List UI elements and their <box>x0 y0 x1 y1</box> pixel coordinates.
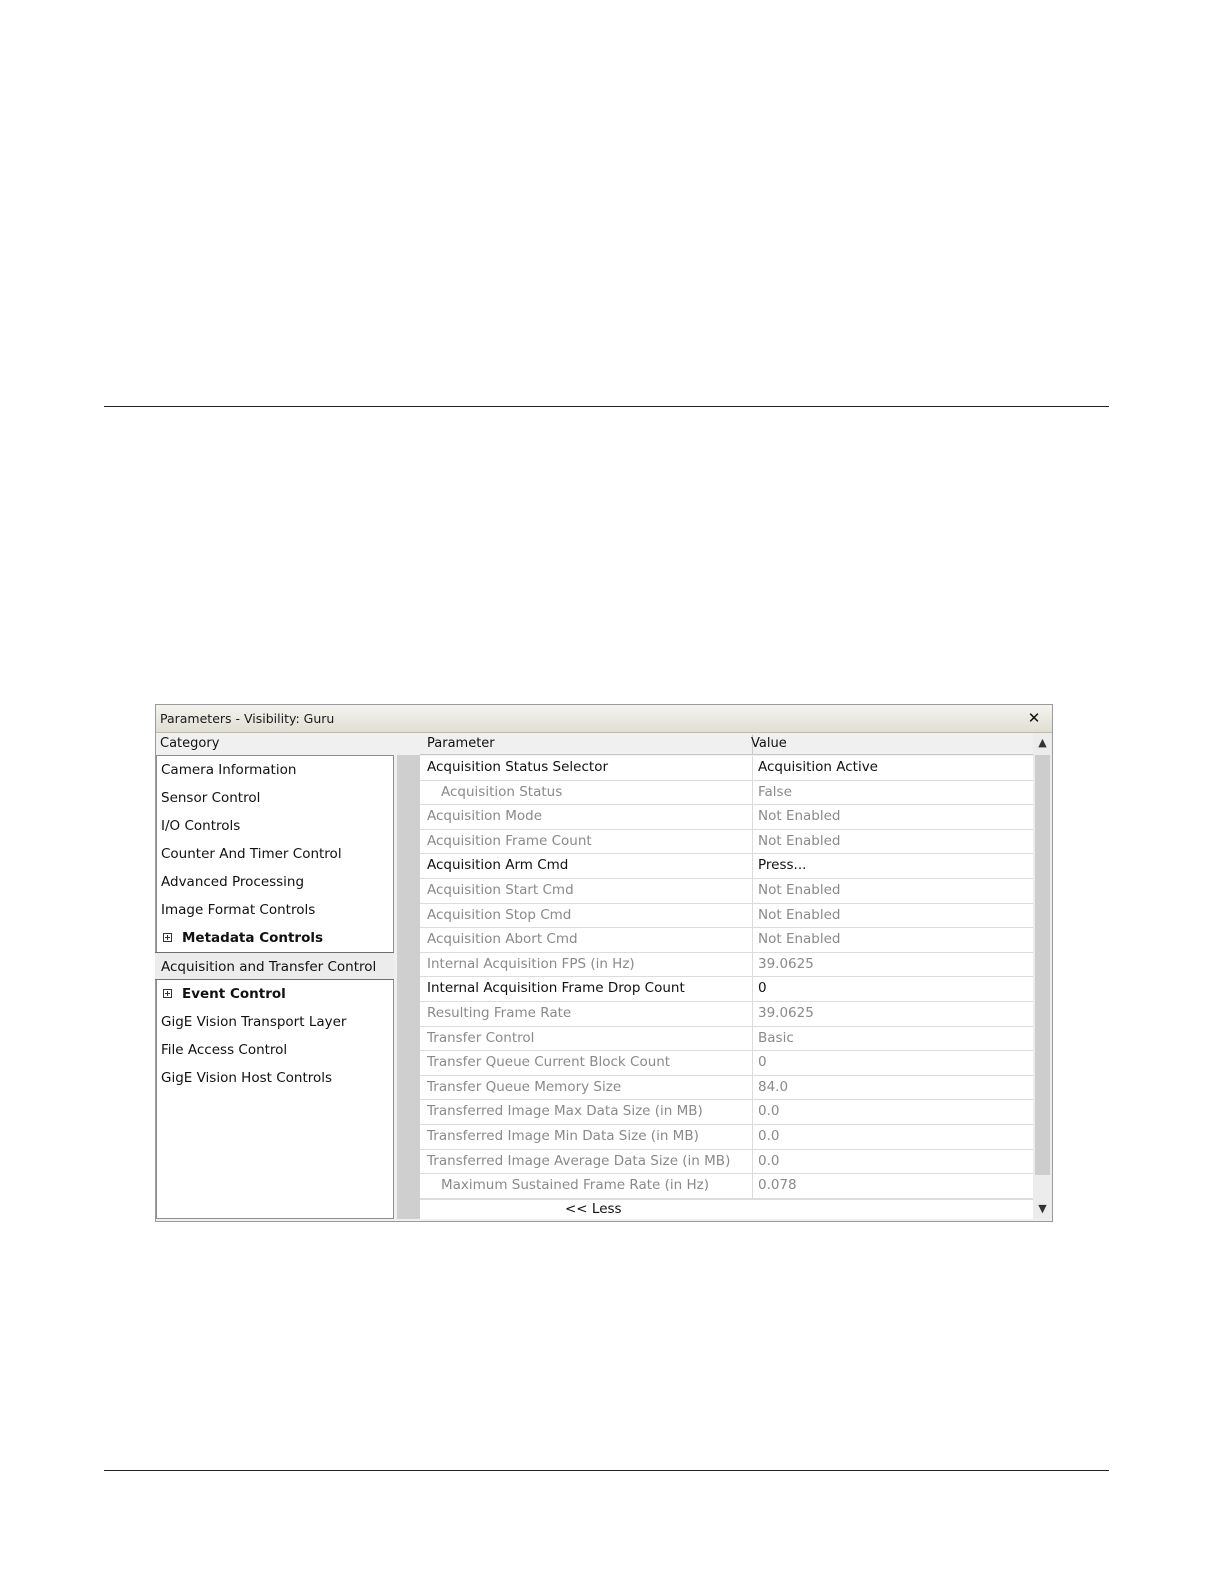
parameter-row[interactable] <box>420 1125 1033 1150</box>
row-divider <box>752 805 753 829</box>
category-item-label: Acquisition and Transfer Control <box>161 959 377 975</box>
row-divider <box>752 953 753 977</box>
category-item-label: Camera Information <box>161 762 297 778</box>
vertical-scrollbar[interactable] <box>1033 733 1052 1219</box>
parameter-name: Transferred Image Max Data Size (in MB) <box>427 1103 703 1120</box>
scroll-down-icon[interactable]: ▼ <box>1038 1202 1047 1215</box>
category-item-label: Advanced Processing <box>161 874 305 890</box>
scroll-thumb[interactable] <box>1035 755 1050 1175</box>
category-item[interactable] <box>157 784 393 812</box>
row-divider <box>752 1027 753 1051</box>
category-item[interactable] <box>157 840 393 868</box>
parameter-value: 39.0625 <box>758 1004 814 1021</box>
parameter-value: 0 <box>758 1054 767 1071</box>
parameter-name: Transfer Queue Memory Size <box>427 1078 622 1095</box>
parameter-row[interactable] <box>420 781 1033 806</box>
category-item-label: GigE Vision Transport Layer <box>161 1014 347 1030</box>
parameter-value: 0.0 <box>758 1127 780 1144</box>
row-divider <box>752 1150 753 1174</box>
parameter-value: Not Enabled <box>758 832 841 849</box>
parameter-grid <box>420 756 1033 1199</box>
parameter-row[interactable] <box>420 1174 1033 1199</box>
category-item-label: Metadata Controls <box>182 930 324 946</box>
parameter-row[interactable] <box>420 928 1033 953</box>
value-column-header[interactable]: Value <box>751 736 787 751</box>
parameters-panel <box>155 704 1053 1222</box>
parameter-value: Not Enabled <box>758 906 841 923</box>
parameter-name: Acquisition Arm Cmd <box>427 857 569 874</box>
parameter-value: 0.0 <box>758 1103 780 1120</box>
row-divider <box>752 1051 753 1075</box>
parameter-row[interactable] <box>420 756 1033 781</box>
parameter-row[interactable] <box>420 1150 1033 1175</box>
parameter-row[interactable] <box>420 1051 1033 1076</box>
parameter-name: Acquisition Mode <box>427 808 543 825</box>
category-item[interactable] <box>157 1064 393 1092</box>
row-divider <box>752 781 753 805</box>
expand-plus-icon[interactable] <box>163 989 172 998</box>
row-divider <box>752 1076 753 1100</box>
category-item[interactable] <box>157 868 393 896</box>
parameter-row[interactable] <box>420 1076 1033 1101</box>
parameter-value: 84.0 <box>758 1078 789 1095</box>
panel-title: Parameters - Visibility: Guru <box>160 711 335 726</box>
category-item[interactable] <box>157 756 393 784</box>
row-divider <box>752 879 753 903</box>
parameter-row[interactable] <box>420 830 1033 855</box>
parameter-value: Not Enabled <box>758 808 841 825</box>
category-item[interactable] <box>155 952 394 980</box>
page-bottom-divider <box>104 1470 1109 1471</box>
category-item-label: Event Control <box>182 986 286 1002</box>
category-header: Category <box>160 736 220 751</box>
row-divider <box>752 756 753 780</box>
parameter-row[interactable] <box>420 904 1033 929</box>
parameter-value: False <box>758 783 792 800</box>
category-item-label: File Access Control <box>161 1042 288 1058</box>
parameter-value: Basic <box>758 1029 794 1046</box>
scroll-up-icon[interactable]: ▲ <box>1038 736 1047 749</box>
parameter-value[interactable]: Press... <box>758 857 807 874</box>
row-divider <box>752 830 753 854</box>
category-item[interactable] <box>157 896 393 924</box>
parameter-name: Transfer Control <box>427 1029 535 1046</box>
row-divider <box>752 854 753 878</box>
parameter-name: Acquisition Status <box>441 783 563 800</box>
row-divider <box>752 904 753 928</box>
parameter-value[interactable]: Acquisition Active <box>758 759 878 775</box>
row-divider <box>752 928 753 952</box>
row-divider <box>752 1125 753 1149</box>
panel-titlebar <box>156 705 1052 733</box>
row-divider <box>752 1100 753 1124</box>
parameter-name: Transferred Image Average Data Size (in MB) <box>427 1152 731 1169</box>
parameter-row[interactable] <box>420 805 1033 830</box>
parameter-name: Internal Acquisition FPS (in Hz) <box>427 955 635 972</box>
grid-left-margin <box>397 755 420 1219</box>
category-item-label: Sensor Control <box>161 790 261 806</box>
parameter-value: 0.0 <box>758 1152 780 1169</box>
category-item[interactable] <box>157 812 393 840</box>
category-item-label: Image Format Controls <box>161 902 316 918</box>
category-item-label: GigE Vision Host Controls <box>161 1070 333 1086</box>
parameter-value: 39.0625 <box>758 955 814 972</box>
parameter-name: Internal Acquisition Frame Drop Count <box>427 980 685 997</box>
parameter-value: Not Enabled <box>758 881 841 898</box>
parameter-row[interactable] <box>420 854 1033 879</box>
parameter-name: Transferred Image Min Data Size (in MB) <box>427 1127 699 1144</box>
parameter-row[interactable] <box>420 953 1033 978</box>
parameter-row[interactable] <box>420 879 1033 904</box>
category-item[interactable] <box>157 924 393 952</box>
less-button[interactable]: << Less <box>565 1201 622 1217</box>
parameter-row[interactable] <box>420 1027 1033 1052</box>
parameter-value[interactable]: 0 <box>758 980 767 997</box>
parameter-name: Transfer Queue Current Block Count <box>427 1054 671 1071</box>
grid-header <box>420 733 1033 755</box>
row-divider <box>752 1002 753 1026</box>
close-icon[interactable]: ✕ <box>1027 709 1041 727</box>
expand-plus-icon[interactable] <box>163 933 172 942</box>
parameter-name: Resulting Frame Rate <box>427 1004 572 1021</box>
less-bar <box>420 1199 1033 1219</box>
row-divider <box>752 977 753 1001</box>
parameter-name: Acquisition Stop Cmd <box>427 906 572 923</box>
parameter-row[interactable] <box>420 1002 1033 1027</box>
parameter-name: Acquisition Start Cmd <box>427 881 574 898</box>
category-item[interactable] <box>157 1008 393 1036</box>
category-item[interactable] <box>157 1036 393 1064</box>
category-item-label: I/O Controls <box>161 818 241 834</box>
parameter-name: Acquisition Abort Cmd <box>427 931 578 948</box>
parameter-row[interactable] <box>420 977 1033 1002</box>
parameter-row[interactable] <box>420 1100 1033 1125</box>
parameter-column-header[interactable]: Parameter <box>427 736 495 751</box>
parameter-name: Acquisition Frame Count <box>427 832 592 849</box>
row-divider <box>752 1174 753 1198</box>
category-item-label: Counter And Timer Control <box>161 846 342 862</box>
parameter-name: Acquisition Status Selector <box>427 759 608 775</box>
parameter-name: Maximum Sustained Frame Rate (in Hz) <box>441 1177 709 1194</box>
parameter-value: 0.078 <box>758 1177 797 1194</box>
parameter-value: Not Enabled <box>758 931 841 948</box>
category-item[interactable] <box>157 980 393 1008</box>
page-top-divider <box>104 406 1109 407</box>
category-list <box>156 755 394 1219</box>
